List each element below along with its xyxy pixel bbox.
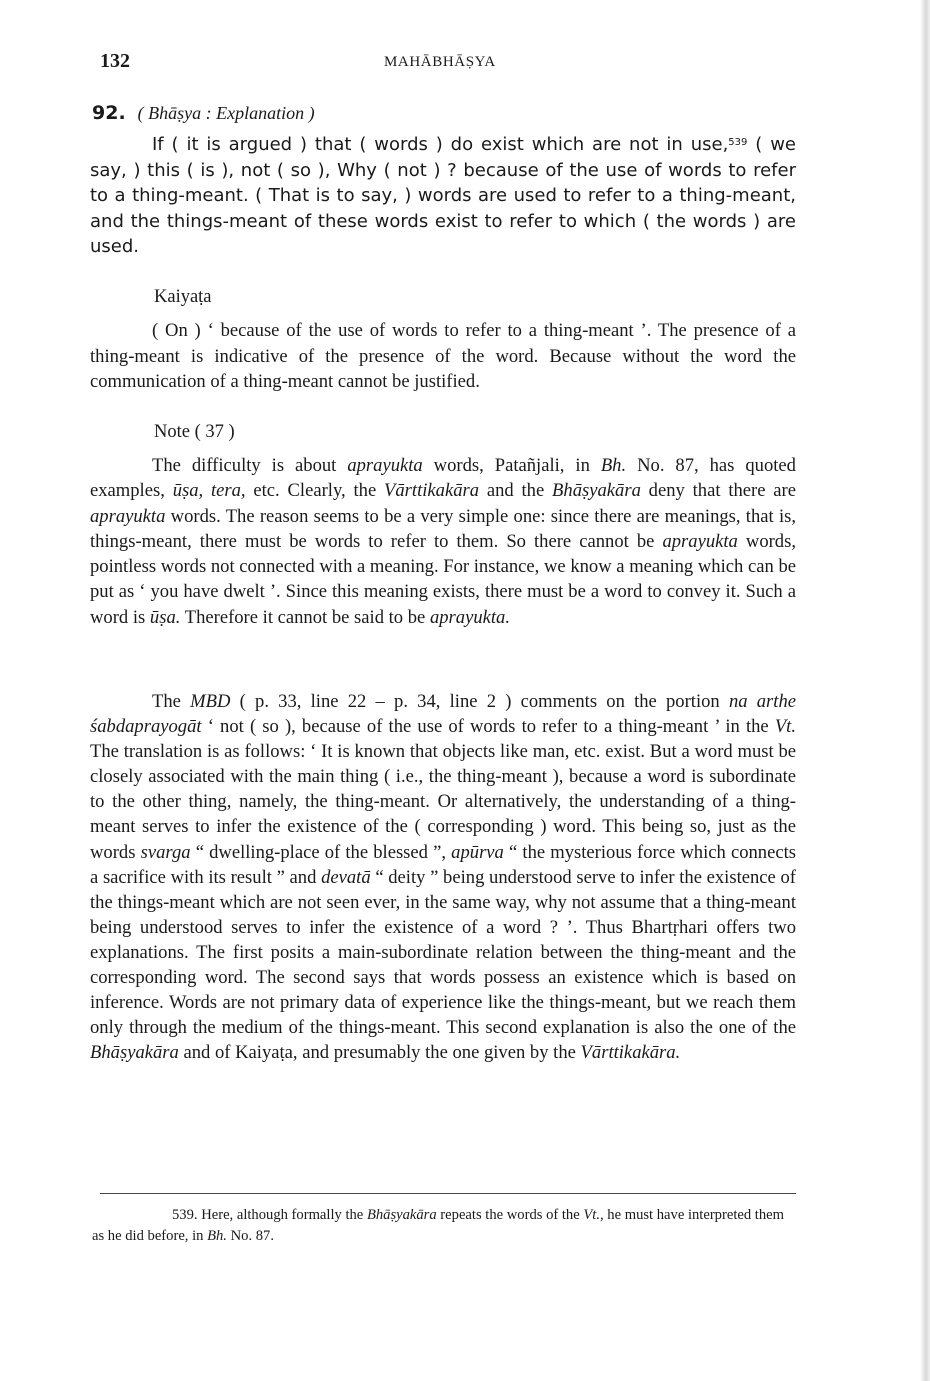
term: Bhāṣyakāra — [366, 1207, 437, 1223]
text-run: No. 87, has quoted examples, — [90, 455, 796, 502]
term: ūṣa. — [149, 606, 181, 628]
text-run: repeats the words of the — [436, 1207, 584, 1223]
text-run: The translation is as follows: ‘ It is known that objects like man, etc. exist. But a word must be closely associated with the main thing ( i.e., the thing-meant ), because a word is subordinate to the other thing, namely, the thing-meant. Or alternatively, the understanding of a thing-meant serves to infer the existence of the ( corresponding ) word. This being so, just as the words — [90, 741, 796, 863]
note-heading: Note ( 37 ) — [154, 422, 235, 442]
text-run: “ the mysterious force which connects a sacrifice with its result ” and — [90, 841, 796, 888]
text-run: and the — [479, 480, 553, 502]
bhasya-paragraph — [90, 132, 796, 260]
text-run: and of Kaiyaṭa, and presumably the one given by the — [178, 1042, 581, 1064]
text-run: “ deity ” being understood serve to infer the existence of the things-meant which are not seen ever, in the same way, why not assume that a thing-meant being understood serves to infer the existence of a word ? ’. Thus Bhartṛhari offers two explanations. The first posits a main-subordinate relation between the thing-meant and the corresponding word. The second says that words possess an existence which is based on inference. Words are not primary data of experience like the things-meant, but we reach them only through the medium of the things-meant. This second explanation is also the one of the — [90, 866, 796, 1039]
kaiyata-heading: Kaiyaṭa — [154, 287, 212, 307]
bhasya-text: ( we say, ) this ( is ), not ( so ), Why ( not ) ? because of the use of words to refer to a thing-meant. ( That is to say, ) words are used to refer to a thing-meant, and the things-meant of these words exist to refer to which ( the words ) are used. — [90, 134, 796, 258]
text-run: words, pointless words not connected with a meaning. For instance, we know a meaning which can be put as ‘ you have dwelt ’. Since this meaning exists, there must be a word to convey it. Such a word is — [90, 530, 796, 628]
text-run: The — [152, 691, 191, 712]
term: Vārttikakāra — [384, 480, 480, 502]
text-run: etc. Clearly, the — [245, 480, 385, 502]
footnote-ref[interactable]: 539 — [728, 137, 748, 148]
term: ūṣa, tera, — [172, 480, 246, 502]
term: na arthe śabdaprayogāt — [90, 691, 796, 738]
text-run: No. 87. — [226, 1228, 274, 1244]
term: Vt. — [774, 716, 796, 738]
term: MBD — [190, 691, 231, 712]
term: Bh. — [600, 455, 627, 476]
term: svarga — [140, 841, 191, 863]
text-run: ‘ not ( so ), because of the use of words to refer to a thing-meant ’ in the — [201, 716, 775, 738]
term: aprayukta — [347, 455, 423, 476]
footnote-rule — [100, 1193, 796, 1194]
term: Vārttikakāra. — [580, 1042, 681, 1064]
mbd-paragraph — [90, 689, 796, 1065]
text-run: words. The reason seems to be a very simple one: since there are meanings, that is, things-meant, there must be words to refer to them. So there cannot be — [90, 505, 796, 552]
page-number: 132 — [100, 50, 130, 72]
text-run: 539. Here, although formally the — [172, 1207, 367, 1223]
bhasya-text: If ( it is argued ) that ( words ) do exist which are not in use, — [152, 134, 729, 155]
term: Vt., — [583, 1207, 604, 1223]
term: Bhāṣyakāra — [90, 1042, 179, 1064]
term: devatā — [321, 866, 371, 888]
text-run: he must have interpreted them as he did before, in — [92, 1207, 784, 1244]
term: aprayukta — [90, 505, 166, 527]
text-run: Therefore it cannot be said to be — [180, 606, 430, 628]
text-run: deny that there are — [640, 480, 796, 502]
scan-edge — [920, 0, 930, 1381]
term: Bh. — [207, 1228, 227, 1244]
text-run: words, Patañjali, in — [422, 455, 601, 476]
section-label: ( Bhāṣya : Explanation ) — [137, 103, 315, 123]
footnote — [92, 1205, 798, 1247]
term: aprayukta — [662, 530, 738, 552]
term: apūrva — [451, 841, 504, 863]
text-run: “ dwelling-place of the blessed ”, — [190, 841, 452, 863]
term: Bhāṣyakāra — [552, 480, 641, 502]
section-heading — [92, 102, 315, 124]
section-number: 92. — [92, 102, 126, 124]
kaiyata-paragraph: ( On ) ‘ because of the use of words to refer to a thing-meant ’. The presence of a thing-meant is indicative of the presence of the word. Because without the word the communication of a thing-meant cannot be justified. — [90, 320, 796, 392]
text-run: ( p. 33, line 22 – p. 34, line 2 ) comments on the portion — [230, 691, 729, 712]
note-paragraph — [90, 453, 796, 630]
text-run: The difficulty is about — [152, 455, 348, 476]
running-title: MAHĀBHĀṢYA — [384, 54, 496, 70]
term: aprayukta. — [429, 606, 510, 628]
